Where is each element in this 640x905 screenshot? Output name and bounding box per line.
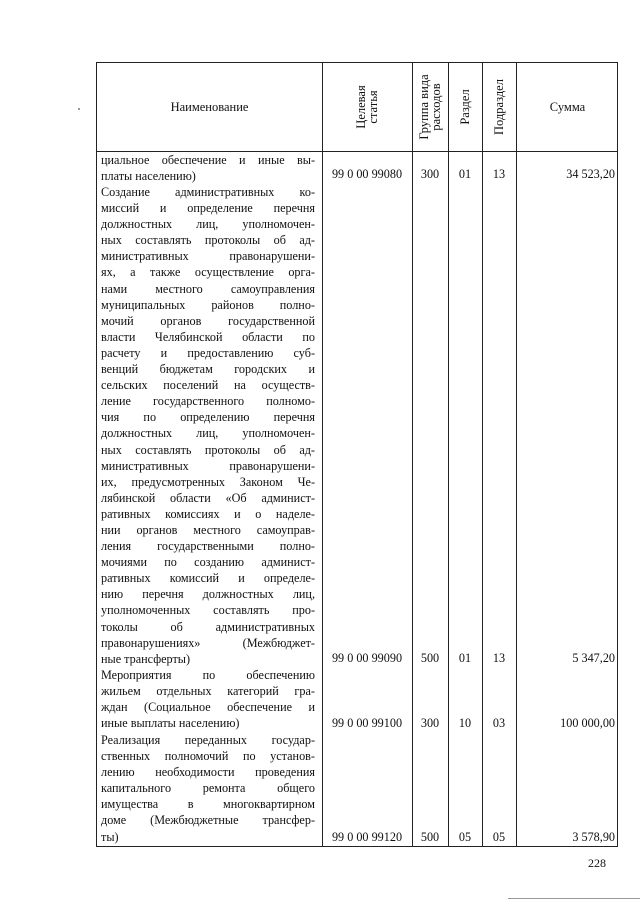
description-line: платы населению) — [101, 169, 196, 184]
description-line: Создание административных ко- — [101, 185, 315, 199]
row-subsection: 03 — [492, 716, 506, 730]
row-expense-group: 500 — [420, 651, 440, 665]
row-expense-group: 500 — [420, 830, 440, 844]
description-line: сельских поселений на осуществ- — [101, 378, 315, 393]
page-number: 228 — [588, 856, 606, 870]
header-expense-group-cell — [412, 63, 448, 151]
description-line: нию перечня должностных лиц, — [101, 587, 315, 602]
row-target-article: 99 0 00 99090 — [331, 651, 403, 665]
description-line: должностных лиц, уполномочен- — [101, 217, 315, 232]
description-line: мочий органов государственной — [101, 313, 315, 328]
header-expense-group: Группа вида расходов — [417, 74, 443, 140]
row-expense-group: 300 — [420, 167, 440, 181]
row-section: 01 — [458, 651, 472, 665]
row-target-article: 99 0 00 99080 — [331, 167, 403, 181]
description-line: ления государственными полно- — [101, 539, 315, 554]
description-line: венций бюджетам городских и — [101, 362, 315, 377]
budget-table — [96, 62, 618, 847]
description-line: имущества в многоквартирном — [101, 797, 315, 812]
row-target-article: 99 0 00 99120 — [331, 830, 403, 844]
row-subsection: 13 — [492, 167, 506, 181]
description-line: токолы об административных — [101, 619, 315, 634]
description-line: лябинской области «Об админист- — [101, 490, 315, 505]
header-target-article-cell — [322, 63, 412, 151]
header-sum: Сумма — [549, 99, 586, 114]
description-line: муниципальных районов полно- — [101, 297, 315, 312]
row-description — [101, 152, 315, 184]
description-line: нии органов местного самоуправ- — [101, 522, 315, 537]
row-sum: 3 578,90 — [572, 830, 615, 844]
description-line: их, предусмотренных Законом Че- — [101, 474, 315, 489]
row-subsection: 13 — [492, 651, 506, 665]
header-name: Наименование — [170, 99, 249, 114]
row-section: 05 — [458, 830, 472, 844]
row-sum: 34 523,20 — [566, 167, 615, 181]
description-line: ты) — [101, 829, 119, 844]
row-subsection: 05 — [492, 830, 506, 844]
description-line: министративных правонарушени- — [101, 249, 315, 264]
description-line: правонарушениях» (Межбюджет- — [101, 635, 315, 650]
header-target-article: Целевая статья — [354, 85, 380, 129]
description-line: должностных лиц, уполномочен- — [101, 426, 315, 441]
description-line: чия по определению перечня — [101, 410, 315, 425]
description-line: капитального ремонта общего — [101, 781, 315, 796]
description-line: доме (Межбюджетные трансфер- — [101, 813, 315, 828]
description-line: мочиями по созданию админист- — [101, 555, 315, 570]
description-line: циальное обеспечение и иные вы- — [101, 153, 315, 167]
table-header — [97, 63, 617, 152]
table-body — [97, 151, 617, 846]
scan-speck — [78, 108, 80, 110]
description-line: ях, а также осуществление орга- — [101, 265, 315, 280]
description-line: ных составлять протоколы об ад- — [101, 442, 315, 457]
description-line: ждан (Социальное обеспечение и — [101, 700, 315, 715]
description-line: иные выплаты населению) — [101, 716, 240, 731]
description-line: министративных правонарушени- — [101, 458, 315, 473]
row-section: 01 — [458, 167, 472, 181]
row-description — [101, 184, 315, 667]
description-line: миссий и определение перечня — [101, 201, 315, 216]
description-line: лению необходимости проведения — [101, 765, 315, 780]
description-line: ративных комиссий и определе- — [101, 571, 315, 586]
header-subsection: Подраздел — [492, 79, 506, 135]
description-line: власти Челябинской области по — [101, 329, 315, 344]
row-target-article: 99 0 00 99100 — [331, 716, 403, 730]
description-line: ративных комиссиях и о наделе- — [101, 506, 315, 521]
description-line: жильем отдельных категорий гра- — [101, 684, 315, 699]
description-line: ных составлять протоколы об ад- — [101, 233, 315, 248]
description-line: Реализация переданных государ- — [101, 733, 315, 747]
header-section: Раздел — [458, 89, 472, 125]
description-line: уполномоченных составлять про- — [101, 603, 315, 618]
description-line: ственных полномочий по установ- — [101, 749, 315, 764]
description-line: Мероприятия по обеспечению — [101, 668, 315, 682]
description-line: ление государственного полномо- — [101, 394, 315, 409]
row-sum: 5 347,20 — [572, 651, 615, 665]
row-expense-group: 300 — [420, 716, 440, 730]
row-description — [101, 667, 315, 731]
row-section: 10 — [458, 716, 472, 730]
header-subsection-cell — [482, 63, 516, 151]
row-sum: 100 000,00 — [560, 716, 615, 730]
description-line: нами местного самоуправления — [101, 281, 315, 296]
description-line: ные трансферты) — [101, 651, 191, 666]
row-description — [101, 732, 315, 845]
description-line: расчету и предоставлению суб- — [101, 345, 315, 360]
header-section-cell — [448, 63, 482, 151]
footer-rule — [508, 898, 640, 899]
